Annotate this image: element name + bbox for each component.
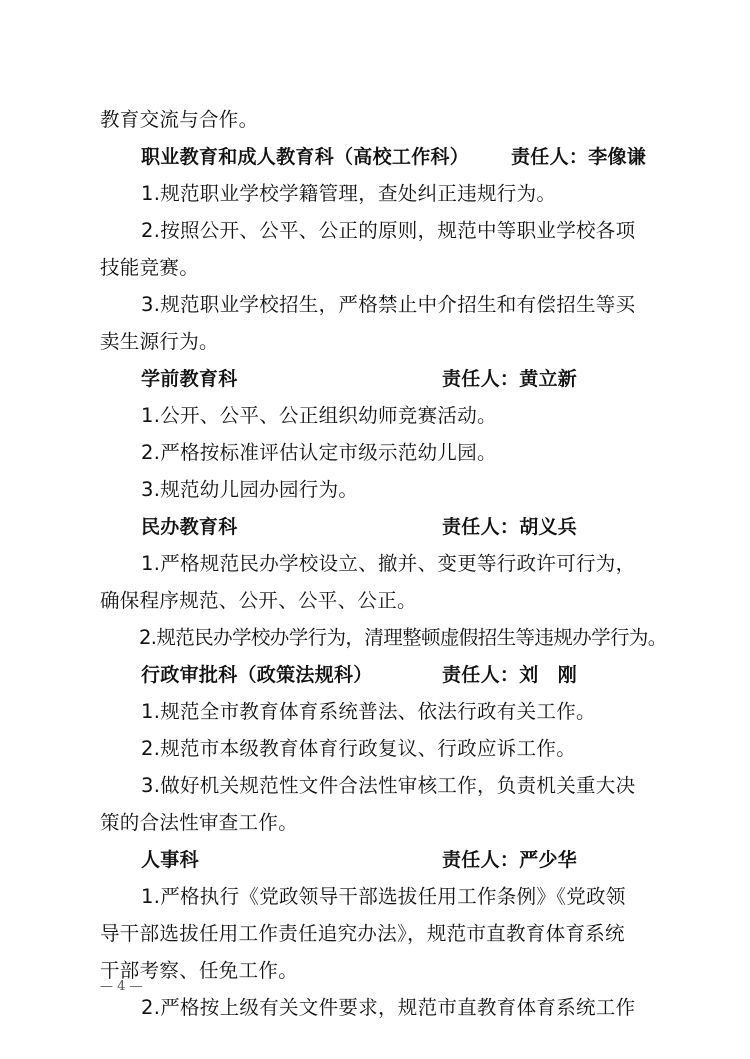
responsible-person: 责任人：李像谦	[511, 146, 647, 168]
section-heading-preschool	[141, 365, 578, 393]
responsible-person: 责任人：黄立新	[442, 368, 578, 390]
department-name: 人事科	[141, 849, 199, 871]
paragraph-line: 干部考察、任免工作。	[100, 959, 299, 982]
department-name: 学前教育科	[141, 368, 238, 390]
paragraph-line: 3.规范幼儿园办园行为。	[141, 478, 359, 501]
paragraph-line: 1.规范职业学校学籍管理，查处纠正违规行为。	[141, 182, 557, 205]
paragraph-line: 技能竞赛。	[100, 256, 200, 279]
paragraph-line: 1.公开、公平、公正组织幼师竞赛活动。	[141, 404, 497, 427]
paragraph-line: 导干部选拔任用工作责任追究办法》，规范市直教育体育系统	[100, 922, 625, 945]
section-heading-approval	[141, 661, 578, 689]
department-name: 民办教育科	[141, 516, 238, 538]
department-name: 行政审批科（政策法规科）	[141, 664, 373, 686]
section-heading-private	[141, 513, 578, 541]
responsible-person: 责任人：胡义兵	[442, 516, 578, 538]
paragraph-line: 2.按照公开、公平、公正的原则，规范中等职业学校各项	[141, 219, 636, 242]
paragraph-line: 1.严格规范民办学校设立、撤并、变更等行政许可行为，	[141, 552, 636, 575]
section-heading-personnel	[141, 846, 578, 874]
paragraph-line: 2.严格按标准评估认定市级示范幼儿园。	[141, 441, 497, 464]
paragraph-line: 2.规范市本级教育体育行政复议、行政应诉工作。	[141, 737, 577, 760]
paragraph-line: 2.规范民办学校办学行为，清理整顿虚假招生等违规办学行为。	[139, 626, 667, 649]
paragraph-line: 3.做好机关规范性文件合法性审核工作，负责机关重大决	[141, 774, 636, 797]
paragraph-line: 确保程序规范、公开、公平、公正。	[100, 589, 417, 612]
page-number: — 4 —	[100, 979, 143, 994]
department-name: 职业教育和成人教育科（高校工作科）	[141, 146, 470, 168]
paragraph-line: 1.严格执行《党政领导干部选拔任用工作条例》《党政领	[141, 885, 626, 908]
paragraph-line: 2.严格按上级有关文件要求，规范市直教育体育系统工作	[141, 996, 636, 1019]
responsible-person: 责任人：严少华	[442, 849, 578, 871]
responsible-person: 责任人：刘 刚	[442, 664, 578, 686]
paragraph-line: 教育交流与合作。	[100, 108, 259, 131]
paragraph-line: 卖生源行为。	[100, 330, 219, 353]
paragraph-line: 策的合法性审查工作。	[100, 811, 299, 834]
paragraph-line: 1.规范全市教育体育系统普法、依法行政有关工作。	[141, 700, 596, 723]
paragraph-line: 3.规范职业学校招生，严格禁止中介招生和有偿招生等买	[141, 293, 636, 316]
section-heading-vocational	[141, 143, 647, 171]
